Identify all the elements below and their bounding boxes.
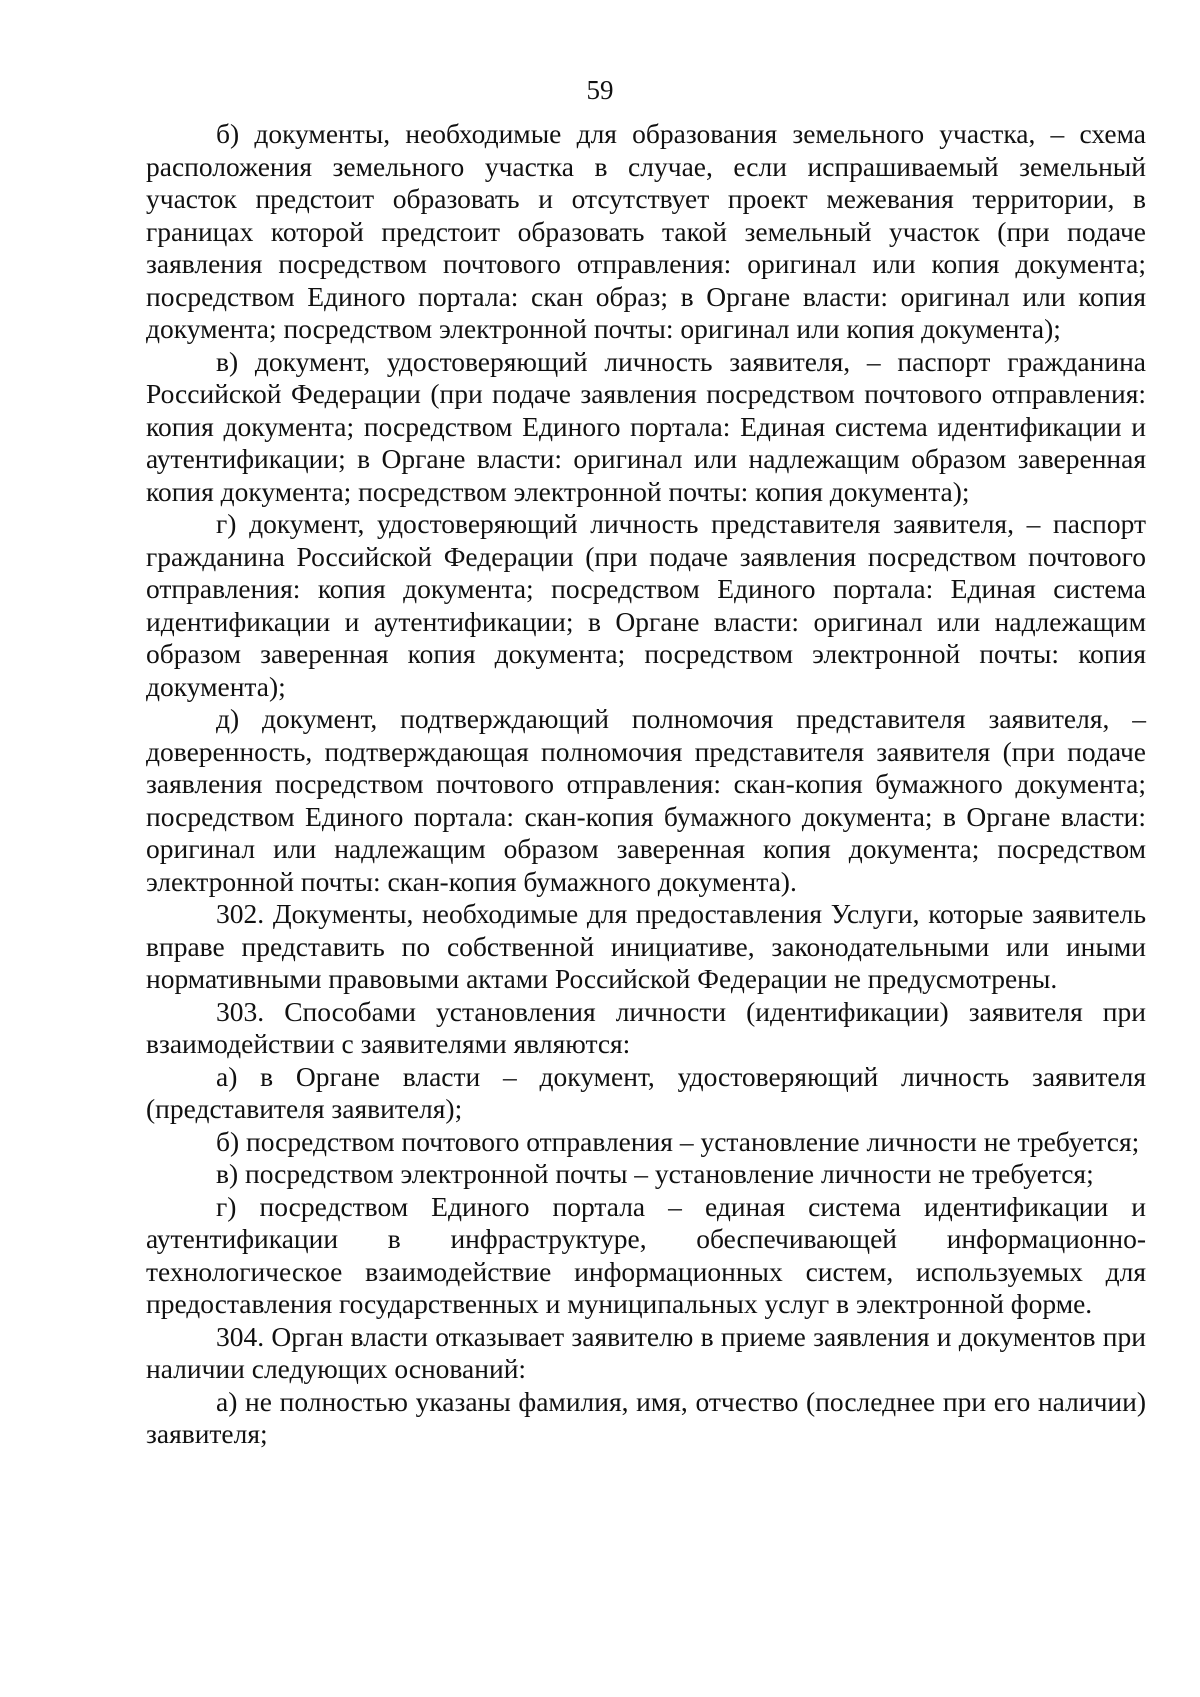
paragraph-b-land-documents: б) документы, необходимые для образования земельного участка, – схема расположения земельного участка в случае, если испрашиваемый земельный участок предстоит образовать и отсутствует проект межевания территории, в границах которой предстоит образовать такой земельный участок (при подаче заявления посредством почтового отправления: оригинал или копия документа; посредством Единого портала: скан образ; в Органе власти: оригинал или копия документа; посредством электронной почты: оригинал или копия документа);	[146, 118, 1146, 344]
paragraph-304-a: а) не полностью указаны фамилия, имя, отчество (последнее при его наличии) заявителя;	[146, 1385, 1146, 1449]
document-body	[146, 118, 1146, 1451]
paragraph-303-g: г) посредством Единого портала – единая система идентификации и аутентификации в инфраструктуре, обеспечивающей информационно-технологическое взаимодействие информационных систем, используемых для предоставления государственных и муниципальных услуг в электронной форме.	[146, 1190, 1146, 1319]
paragraph-302: 302. Документы, необходимые для предоставления Услуги, которые заявитель вправе представить по собственной инициативе, законодательными или иными нормативными правовыми актами Российской Федерации не предусмотрены.	[146, 898, 1146, 994]
paragraph-g-representative-identity: г) документ, удостоверяющий личность представителя заявителя, – паспорт гражданина Российской Федерации (при подаче заявления посредством почтового отправления: копия документа; посредством Единого портала: Единая система идентификации и аутентификации; в Органе власти: оригинал или надлежащим образом заверенная копия документа; посредством электронной почты: копия документа);	[146, 508, 1146, 702]
paragraph-303: 303. Способами установления личности (идентификации) заявителя при взаимодействии с заявителями являются:	[146, 995, 1146, 1059]
paragraph-303-b: б) посредством почтового отправления – установление личности не требуется;	[216, 1125, 1140, 1157]
paragraph-303-a: а) в Органе власти – документ, удостоверяющий личность заявителя (представителя заявителя);	[146, 1060, 1146, 1124]
paragraph-d-representative-authority: д) документ, подтверждающий полномочия представителя заявителя, – доверенность, подтверждающая полномочия представителя заявителя (при подаче заявления посредством почтового отправления: скан-копия бумажного документа; посредством Единого портала: скан-копия бумажного документа; в Органе власти: оригинал или надлежащим образом заверенная копия документа; посредством электронной почты: скан-копия бумажного документа).	[146, 703, 1146, 897]
page-number: 59	[586, 75, 614, 105]
paragraph-v-applicant-identity: в) документ, удостоверяющий личность заявителя, – паспорт гражданина Российской Федерации (при подаче заявления посредством почтового отправления: копия документа; посредством Единого портала: Единая система идентификации и аутентификации; в Органе власти: оригинал или надлежащим образом заверенная копия документа; посредством электронной почты: копия документа);	[146, 345, 1146, 507]
paragraph-303-v: в) посредством электронной почты – установление личности не требуется;	[216, 1158, 1094, 1189]
paragraph-304: 304. Орган власти отказывает заявителю в приеме заявления и документов при наличии следующих оснований:	[146, 1320, 1146, 1384]
